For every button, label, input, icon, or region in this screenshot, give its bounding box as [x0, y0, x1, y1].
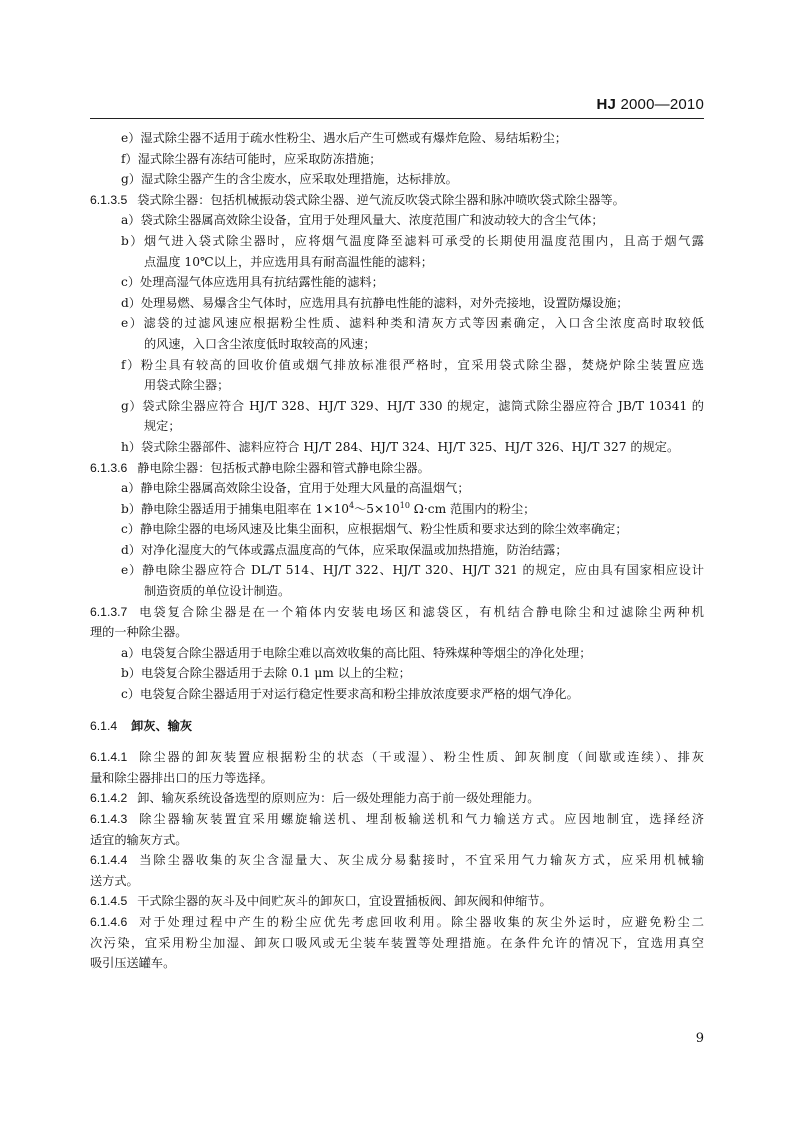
exponent: 4: [348, 500, 355, 510]
list-item-continuation: 制造资质的单位设计制造。: [144, 584, 291, 599]
clause-text: 静电除尘器：包括板式静电除尘器和管式静电除尘器。: [137, 460, 430, 475]
clause: [90, 850, 704, 871]
clause-text: 袋式除尘器：包括机械振动袋式除尘器、逆气流反吹袋式除尘器和脉冲喷吹袋式除尘器等。: [137, 192, 625, 207]
page-number: 9: [695, 1031, 704, 1046]
clause: [90, 602, 704, 623]
clause-continuation: 送方式。: [90, 873, 139, 888]
list-item: b）电袋复合除尘器适用于去除 0.1 μm 以上的尘粒；: [121, 666, 411, 681]
list-item: c）电袋复合除尘器适用于对运行稳定性要求高和粉尘排放浓度要求严格的烟气净化。: [121, 687, 579, 702]
list-item: a）静电除尘器属高效除尘设备，宜用于处理大风量的高温烟气；: [121, 481, 470, 496]
clause-text: 卸、输灰系统设备选型的原则应为：后一级处理能力高于前一级处理能力。: [137, 791, 540, 806]
clause: [90, 747, 704, 768]
clause: [90, 809, 704, 830]
list-item: h）袋式除尘器部件、滤料应符合 HJ/T 284、HJ/T 324、HJ/T 325、HJ/T 326、HJ/T 327 的规定。: [121, 439, 680, 454]
list-item: b）烟气进入袋式除尘器时，应将烟气温度降至滤料可承受的长期使用温度范围内，且高于烟气露: [121, 233, 704, 248]
clause-text: 除尘器输灰装置宜采用螺旋输送机、埋刮板输送机和气力输送方式。应因地制宜，选择经济: [137, 812, 704, 826]
clause: [90, 912, 704, 933]
clause: [90, 190, 704, 211]
list-item: g）袋式除尘器应符合 HJ/T 328、HJ/T 329、HJ/T 330 的规定，滤筒式除尘器应符合 JB/T 10341 的: [121, 398, 704, 413]
clause-number: 6.1.3.6: [90, 460, 128, 475]
clause: [90, 788, 704, 809]
list-item-continuation: 用袋式除尘器；: [144, 378, 230, 393]
list-item-text: ～5×10: [354, 501, 400, 516]
list-item: [90, 499, 704, 520]
clause-number: 6.1.4.3: [90, 812, 128, 826]
standard-code-prefix: HJ: [596, 96, 617, 113]
clause-continuation: 理的一种除尘器。: [90, 625, 188, 640]
clause: [90, 891, 704, 912]
standard-code-number: 2000—2010: [616, 96, 704, 113]
clause-continuation: 次污染，宜采用粉尘加湿、卸灰口吸风或无尘装车装置等处理措施。在条件允许的情况下，宜选用真空: [90, 935, 704, 950]
standard-code-header: [597, 96, 704, 113]
clause-text: 除尘器的卸灰装置应根据粉尘的状态（干或湿）、粉尘性质、卸灰制度（间歇或连续）、排灰: [137, 750, 704, 765]
list-item-continuation: 的风速，入口含尘浓度低时取较高的风速；: [144, 336, 376, 351]
clause-continuation: 适宜的输灰方式。: [90, 832, 188, 847]
clause-continuation: 吸引压送罐车。: [90, 956, 176, 971]
clause-number: 6.1.3.7: [90, 604, 128, 619]
clause-number: 6.1.4.4: [90, 853, 128, 868]
clause-number: 6.1.4.1: [90, 750, 128, 765]
list-item-text: b）静电除尘器适用于捕集电阻率在 1×10: [121, 501, 349, 516]
list-item: a）袋式除尘器属高效除尘设备，宜用于处理风量大、浓度范围广和波动较大的含尘气体；: [121, 213, 604, 228]
clause-text: 电袋复合除尘器是在一个箱体内安装电场区和滤袋区，有机结合静电除尘和过滤除尘两种机: [137, 604, 704, 619]
clause-text: 对于处理过程中产生的粉尘应优先考虑回收利用。除尘器收集的灰尘外运时，应避免粉尘二: [137, 914, 704, 929]
header-rule: [90, 118, 704, 119]
list-item: f）湿式除尘器有冻结可能时，应采取防冻措施；: [121, 151, 382, 166]
section-heading: [90, 716, 704, 737]
list-item: a）电袋复合除尘器适用于电除尘难以高效收集的高比阻、特殊煤种等烟尘的净化处理；: [121, 645, 592, 660]
list-item: g）湿式除尘器产生的含尘废水，应采取处理措施，达标排放。: [121, 172, 458, 187]
list-item: c）处理高湿气体应选用具有抗结露性能的滤料；: [121, 275, 384, 290]
clause-text: 干式除尘器的灰斗及中间贮灰斗的卸灰口，宜设置插板阀、卸灰阀和伸缩节。: [137, 894, 552, 909]
list-item: e）滤袋的过滤风速应根据粉尘性质、滤料种类和清灰方式等因素确定，入口含尘浓度高时取较低: [121, 316, 704, 331]
list-item: d）处理易燃、易爆含尘气体时，应选用具有抗静电性能的滤料，对外壳接地，设置防爆设施；: [121, 295, 629, 310]
list-item: d）对净化湿度大的气体或露点温度高的气体，应采取保温或加热措施，防治结露；: [121, 542, 568, 557]
clause-number: 6.1.4.2: [90, 791, 128, 806]
clause-number: 6.1.4.6: [90, 914, 128, 929]
list-item: c）静电除尘器的电场风速及比集尘面积，应根据烟气、粉尘性质和要求达到的除尘效率确定；: [121, 522, 628, 537]
clause-number: 6.1.3.5: [90, 192, 128, 207]
list-item: e）湿式除尘器不适用于疏水性粉尘、遇水后产生可燃或有爆炸危险、易结垢粉尘；: [121, 131, 567, 145]
list-item-continuation: 规定；: [144, 419, 181, 434]
list-item-text: Ω·cm 范围内的粉尘；: [409, 501, 536, 516]
list-item-continuation: 点温度 10℃以上，并应选用具有耐高温性能的滤料；: [144, 254, 433, 269]
clause-number: 6.1.4.5: [90, 894, 128, 909]
list-item: f）粉尘具有较高的回收价值或烟气排放标准很严格时，宜采用袋式除尘器，焚烧炉除尘装置应选: [121, 357, 704, 372]
clause-text: 当除尘器收集的灰尘含湿量大、灰尘成分易黏接时，不宜采用气力输灰方式，应采用机械输: [137, 853, 704, 868]
document-body: [90, 128, 704, 974]
clause: [90, 458, 704, 479]
exponent: 10: [399, 500, 410, 510]
clause-continuation: 量和除尘器排出口的压力等选择。: [90, 770, 273, 785]
section-number: 6.1.4: [90, 718, 118, 733]
list-item: e）静电除尘器应符合 DL/T 514、HJ/T 322、HJ/T 320、HJ/T 321 的规定，应由具有国家相应设计: [121, 563, 704, 578]
section-title: 卸灰、输灰: [131, 718, 193, 733]
